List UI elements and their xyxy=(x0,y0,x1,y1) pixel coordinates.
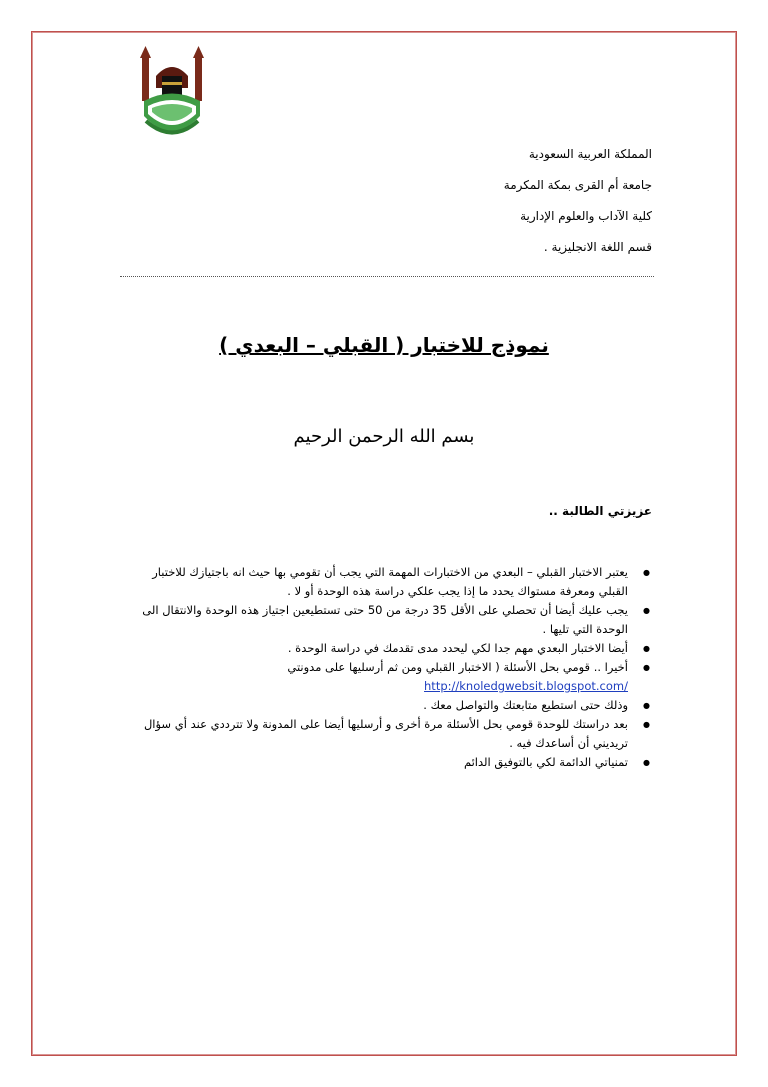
letterhead xyxy=(352,144,652,268)
department-line: قسم اللغة الانجليزية . xyxy=(543,240,652,254)
list-item xyxy=(120,753,628,772)
kingdom-line: المملكة العربية السعودية xyxy=(528,147,652,161)
list-item-text: تمنياتي الدائمة لكي بالتوفيق الدائم xyxy=(463,755,628,769)
list-item xyxy=(120,715,628,753)
list-item-text: يجب عليك أيضا أن تحصلي على الأقل 35 درجة من 50 حتى تستطيعين اجتياز هذه الوحدة والانتقال الى الوحدة التي تليها . xyxy=(142,603,628,636)
list-item xyxy=(120,658,628,696)
link-line xyxy=(120,677,628,696)
list-item-text: أيضا الاختبار البعدي مهم جدا لكي ليحدد مدى تقدمك في دراسة الوحدة . xyxy=(287,641,628,655)
page-title: نموذج للاختبار ( القبلي – البعدي ) xyxy=(219,333,549,357)
dotted-divider xyxy=(120,276,654,277)
blog-link[interactable]: http://knoledgwebsit.blogspot.com/ xyxy=(424,679,628,693)
list-item xyxy=(120,696,628,715)
university-line: جامعة أم القرى بمكة المكرمة xyxy=(503,178,652,192)
greeting: عزيزتي الطالبة .. xyxy=(548,504,652,518)
list-item-text: يعتبر الاختبار القبلي – البعدي من الاختبارات المهمة التي يجب أن تقومي بها حيث انه باجتيازك للاختبار القبلي ومعرفة مستواك يحدد ما إذا يجب علكي دراسة هذه الوحدة أو لا . xyxy=(152,565,628,598)
college-line: كلية الآداب والعلوم الإدارية xyxy=(520,209,652,223)
list-item-text: بعد دراستك للوحدة قومي بحل الأسئلة مرة أخرى و أرسليها أيضا على المدونة ولا تترددي عند أي سؤال تريديني أن أساعدك فيه . xyxy=(143,717,628,750)
basmala: بسم الله الرحمن الرحيم xyxy=(293,426,475,447)
list-item-text: أخيرا .. قومي بحل الأسئلة ( الاختبار القبلي ومن ثم أرسليها على مدونتي xyxy=(287,660,628,674)
list-item xyxy=(120,563,628,601)
list-item-text: وذلك حتى استطيع متابعتك والتواصل معك . xyxy=(423,698,628,712)
list-item xyxy=(120,601,628,639)
instructions-list xyxy=(120,563,652,772)
list-item xyxy=(120,639,628,658)
university-logo-icon xyxy=(134,46,210,144)
